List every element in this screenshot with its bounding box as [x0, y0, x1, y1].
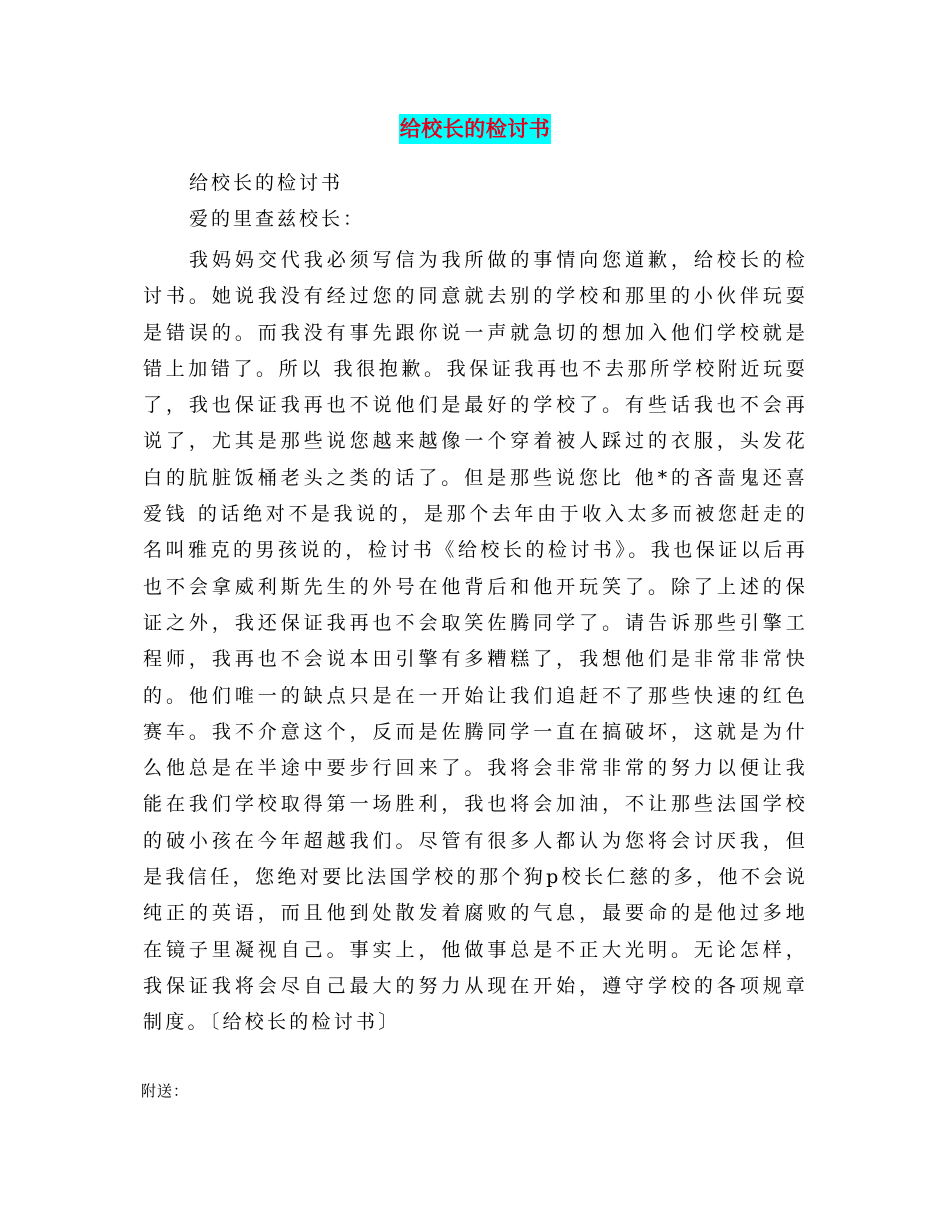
attachment-label: 附送： [141, 1082, 190, 1100]
document-title: 给校长的检讨书 [399, 114, 552, 144]
title-container [0, 114, 950, 144]
letter-greeting: 爱的里查兹校长： [189, 208, 366, 230]
letter-body: 我妈妈交代我必须写信为我所做的事情向您道歉，给校长的检讨书。她说我没有经过您的同意就去别的学校和那里的小伙伴玩耍是错误的。而我没有事先跟你说一声就急切的想加入他们学校就是错上加错了。所以 我很抱歉。我保证我再也不去那所学校附近玩耍了，我也保证我再也不说他们是最好的学校了。有些话我也不会再说了，尤其是那些说您越来越像一个穿着被人踩过的衣服，头发花白的肮脏饭桶老头之类的话了。但是那些说您比 他*的吝啬鬼还喜爱钱 的话绝对不是我说的，是那个去年由于收入太多而被您赶走的名叫雅克的男孩说的，检讨书《给校长的检讨书》。我也保证以后再也不会拿威利斯先生的外号在他背后和他开玩笑了。除了上述的保证之外，我还保证我再也不会取笑佐腾同学了。请告诉那些引擎工程师，我再也不会说本田引擎有多糟糕了，我想他们是非常非常快的。他们唯一的缺点只是在一开始让我们追赶不了那些快速的红色赛车。我不介意这个，反而是佐腾同学一直在搞破坏，这就是为什么他总是在半途中要步行回来了。我将会非常非常的努力以便让我能在我们学校取得第一场胜利，我也将会加油，不让那些法国学校的破小孩在今年超越我们。尽管有很多人都认为您将会讨厌我，但是我信任，您绝对要比法国学校的那个狗p校长仁慈的多，他不会说纯正的英语，而且他到处散发着腐败的气息，最要命的是他过多地在镜子里凝视自己。事实上，他做事总是不正大光明。无论怎样，我保证我将会尽自己最大的努力从现在开始，遵守学校的各项规章制度。〔给校长的检讨书〕 [143, 249, 808, 1034]
document-subtitle: 给校长的检讨书 [189, 172, 344, 194]
